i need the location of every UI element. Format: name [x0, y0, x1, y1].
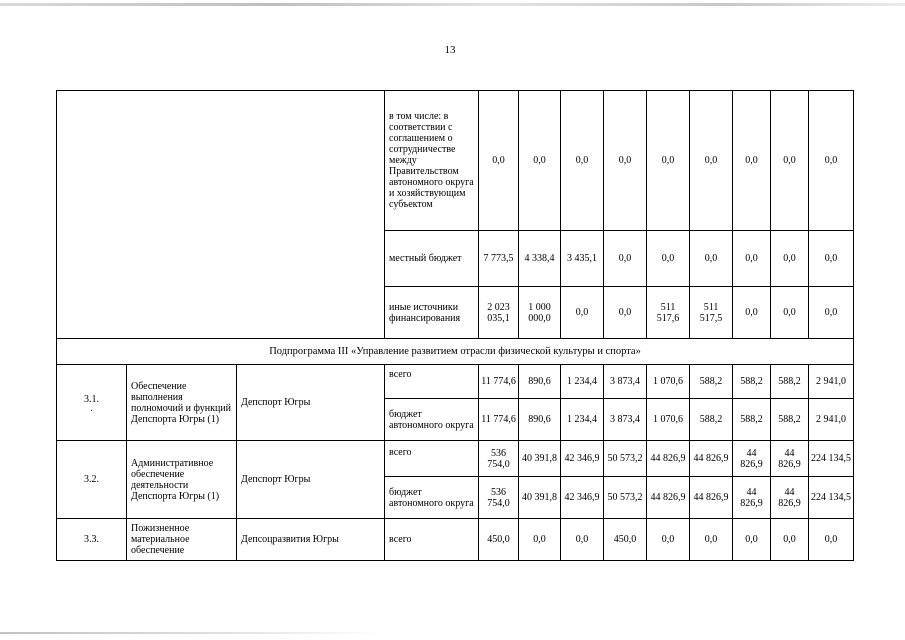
value-cell: 224 134,5	[809, 441, 854, 477]
value-cell: 0,0	[561, 287, 604, 339]
value-cell: 588,2	[733, 399, 771, 441]
responsible-executor: Депсоцразвития Югры	[237, 519, 385, 561]
value-cell: 50 573,2	[604, 477, 647, 519]
value-cell: 1 070,6	[647, 365, 690, 399]
value-cell: 536 754,0	[479, 441, 519, 477]
measure-code: 3.1. .	[57, 365, 127, 441]
value-cell: 0,0	[479, 91, 519, 231]
responsible-executor: Депспорт Югры	[237, 441, 385, 519]
value-cell: 0,0	[771, 91, 809, 231]
value-cell: 1 000 000,0	[519, 287, 561, 339]
value-cell: 40 391,8	[519, 477, 561, 519]
table-row	[57, 519, 854, 561]
scan-edge-bottom	[0, 632, 380, 634]
scan-edge-top	[0, 3, 905, 6]
value-cell: 44 826,9	[690, 441, 733, 477]
value-cell: 0,0	[733, 287, 771, 339]
value-cell: 42 346,9	[561, 441, 604, 477]
value-cell: 44 826,9	[771, 477, 809, 519]
value-cell: 0,0	[519, 91, 561, 231]
value-cell: 536 754,0	[479, 477, 519, 519]
value-cell: 450,0	[604, 519, 647, 561]
source-cell: местный бюджет	[385, 231, 479, 287]
source-cell: бюджет автономного округа	[385, 477, 479, 519]
page-number: 13	[444, 44, 456, 56]
value-cell: 224 134,5	[809, 477, 854, 519]
value-cell: 0,0	[690, 519, 733, 561]
value-cell: 3 435,1	[561, 231, 604, 287]
value-cell: 1 234,4	[561, 365, 604, 399]
value-cell: 44 826,9	[733, 441, 771, 477]
table-row	[57, 91, 854, 231]
measure-code: 3.2.	[57, 441, 127, 519]
table-row	[57, 365, 854, 399]
value-cell: 0,0	[647, 91, 690, 231]
value-cell: 588,2	[690, 399, 733, 441]
value-cell: 3 873,4	[604, 399, 647, 441]
value-cell: 0,0	[809, 519, 854, 561]
budget-table	[56, 90, 854, 561]
source-cell: бюджет автономного округа	[385, 399, 479, 441]
source-cell: в том числе: в соответствии с соглашением о сотрудничестве между Правительством автономного округа и хозяйствующим субъектом	[385, 91, 479, 231]
value-cell: 450,0	[479, 519, 519, 561]
value-cell: 0,0	[809, 91, 854, 231]
value-cell: 0,0	[604, 231, 647, 287]
value-cell: 2 941,0	[809, 365, 854, 399]
value-cell: 0,0	[733, 231, 771, 287]
value-cell: 40 391,8	[519, 441, 561, 477]
value-cell: 42 346,9	[561, 477, 604, 519]
measure-name: Пожизненное материальное обеспечение	[127, 519, 237, 561]
value-cell: 1 070,6	[647, 399, 690, 441]
value-cell: 0,0	[647, 231, 690, 287]
value-cell: 0,0	[733, 519, 771, 561]
source-cell: иные источники финансирования	[385, 287, 479, 339]
value-cell: 890,6	[519, 365, 561, 399]
value-cell: 0,0	[771, 519, 809, 561]
value-cell: 2 941,0	[809, 399, 854, 441]
value-cell: 44 826,9	[690, 477, 733, 519]
value-cell: 588,2	[771, 365, 809, 399]
measure-code: 3.3.	[57, 519, 127, 561]
measure-name: Административное обеспечение деятельности Депспорта Югры (1)	[127, 441, 237, 519]
value-cell: 0,0	[733, 91, 771, 231]
responsible-executor: Депспорт Югры	[237, 365, 385, 441]
value-cell: 44 826,9	[647, 441, 690, 477]
value-cell: 0,0	[690, 231, 733, 287]
value-cell: 0,0	[561, 519, 604, 561]
value-cell: 588,2	[733, 365, 771, 399]
value-cell: 44 826,9	[733, 477, 771, 519]
source-cell: всего	[385, 365, 479, 399]
value-cell: 0,0	[809, 287, 854, 339]
subprogram-title: Подпрограмма III «Управление развитием отрасли физической культуры и спорта»	[57, 339, 854, 365]
value-cell: 0,0	[604, 287, 647, 339]
measure-name: Обеспечение выполнения полномочий и функций Депспорта Югры (1)	[127, 365, 237, 441]
value-cell: 0,0	[771, 287, 809, 339]
value-cell: 0,0	[561, 91, 604, 231]
value-cell: 44 826,9	[771, 441, 809, 477]
source-cell: всего	[385, 441, 479, 477]
value-cell: 4 338,4	[519, 231, 561, 287]
value-cell: 511 517,5	[690, 287, 733, 339]
table-row	[57, 441, 854, 477]
value-cell: 0,0	[604, 91, 647, 231]
value-cell: 50 573,2	[604, 441, 647, 477]
value-cell: 3 873,4	[604, 365, 647, 399]
value-cell: 7 773,5	[479, 231, 519, 287]
value-cell: 0,0	[771, 231, 809, 287]
source-cell: всего	[385, 519, 479, 561]
value-cell: 511 517,6	[647, 287, 690, 339]
value-cell: 588,2	[690, 365, 733, 399]
value-cell: 0,0	[519, 519, 561, 561]
table-body	[57, 91, 854, 561]
table-row	[57, 339, 854, 365]
value-cell: 1 234,4	[561, 399, 604, 441]
value-cell: 0,0	[690, 91, 733, 231]
value-cell: 11 774,6	[479, 399, 519, 441]
value-cell: 0,0	[809, 231, 854, 287]
value-cell: 588,2	[771, 399, 809, 441]
value-cell: 44 826,9	[647, 477, 690, 519]
value-cell: 890,6	[519, 399, 561, 441]
value-cell: 11 774,6	[479, 365, 519, 399]
value-cell: 0,0	[647, 519, 690, 561]
value-cell: 2 023 035,1	[479, 287, 519, 339]
empty-merged-cell	[57, 91, 385, 339]
